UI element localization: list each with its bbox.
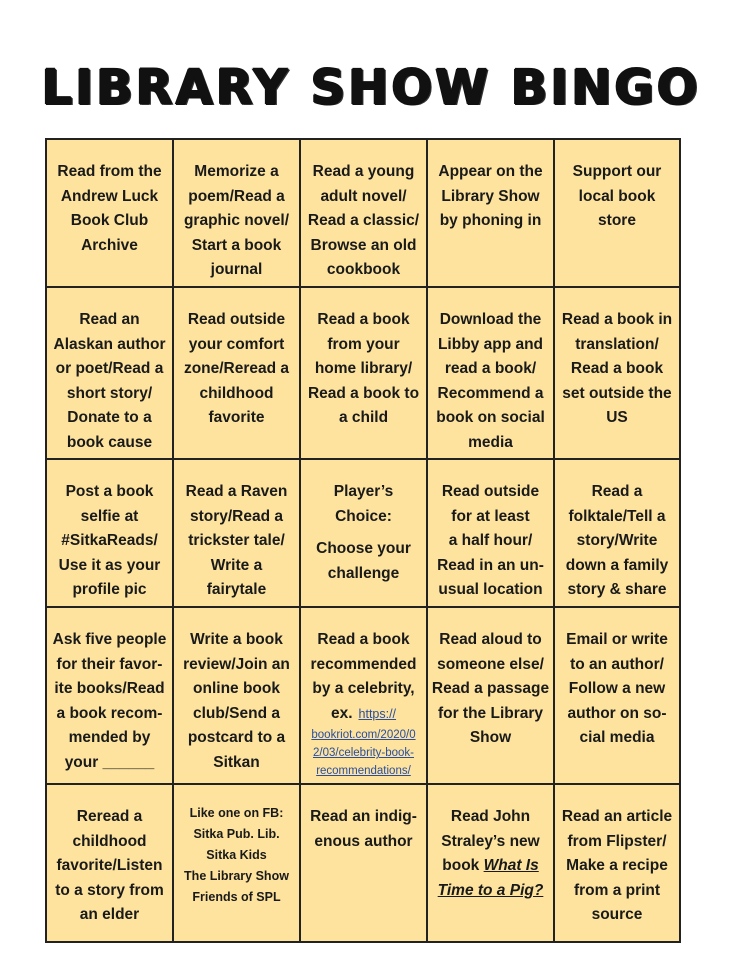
cell-line: mended by — [68, 729, 151, 747]
cell-line: source — [591, 906, 643, 924]
cell-line: Choose your — [316, 540, 411, 558]
bingo-cell-r3-c3-free — [301, 460, 428, 608]
cell-line: ex. — [330, 704, 353, 722]
cell-line: Read a book to — [307, 384, 420, 402]
cell-line: Follow a new — [568, 680, 666, 698]
bingo-cell-r2-c2 — [174, 288, 301, 460]
cell-line: Read aloud to — [439, 631, 542, 648]
cell-line: a child — [338, 409, 389, 427]
bingo-cell-r1-c4 — [428, 140, 555, 288]
bingo-cell-r3-c4 — [428, 460, 555, 608]
cell-line: Post a book — [65, 483, 154, 500]
cell-line: translation/ — [575, 335, 659, 353]
cell-line: Start a book — [191, 236, 282, 254]
cell-line: down a family — [565, 556, 669, 574]
cell-line: Write a book — [190, 631, 283, 648]
book-title-line — [442, 854, 538, 879]
cell-line: a half hour/ — [448, 532, 533, 550]
bingo-cell-r1-c3 — [301, 140, 428, 288]
cell-line: book cause — [66, 433, 153, 451]
cell-line: review/Join an — [183, 655, 290, 673]
cell-line: fairytale — [206, 581, 267, 599]
cell-line: book on social — [436, 409, 545, 427]
bingo-cell-r3-c5 — [555, 460, 679, 608]
cell-line: Read a book — [317, 631, 410, 648]
cell-line: Write a — [210, 556, 263, 574]
cell-line: to a story from — [55, 881, 164, 899]
cell-line: or poet/Read a — [55, 360, 164, 378]
cell-line: Alaskan author — [53, 335, 166, 353]
cell-line: childhood — [72, 832, 147, 850]
bingo-cell-r5-c3 — [301, 785, 428, 941]
cell-line: Straley’s new — [441, 832, 540, 850]
cell-line: story & share — [567, 581, 667, 599]
cell-line: Browse an old — [310, 236, 417, 254]
bingo-cell-r3-c2 — [174, 460, 301, 608]
cell-line: journal — [210, 261, 263, 279]
cell-line: read a book/ — [444, 360, 537, 378]
bingo-cell-r5-c2 — [174, 785, 301, 941]
cell-line: Use it as your — [58, 556, 161, 574]
cell-line: Make a recipe — [566, 857, 668, 875]
cell-line: poem/Read a — [188, 187, 285, 205]
bingo-cell-r4-c5 — [555, 608, 679, 785]
cell-line: Read an article — [561, 808, 673, 825]
cell-line: cookbook — [326, 261, 401, 279]
bingo-cell-r2-c1 — [47, 288, 174, 460]
cell-line: by phoning in — [439, 212, 542, 230]
bingo-cell-r5-c4 — [428, 785, 555, 941]
cell-line: Recommend a — [437, 384, 544, 402]
cell-line: Libby app and — [437, 335, 544, 353]
bingo-grid — [45, 138, 681, 943]
cell-line: Read an indig- — [310, 808, 417, 825]
cell-line: for at least — [451, 507, 530, 525]
cell-line: Read an — [79, 311, 140, 328]
cell-line: Read a book — [570, 360, 664, 378]
cell-line: local book — [578, 187, 656, 205]
cell-line: zone/Reread a — [183, 360, 290, 378]
bingo-cell-r4-c4 — [428, 608, 555, 785]
cell-line: Sitka Kids — [206, 848, 267, 862]
celebrity-link[interactable]: bookriot.com/2020/0 — [311, 729, 416, 742]
cell-line: someone else/ — [437, 655, 544, 673]
cell-line: recommended — [310, 655, 417, 673]
cell-line: online book — [193, 680, 280, 698]
bingo-cell-r1-c5 — [555, 140, 679, 288]
cell-line: graphic novel/ — [183, 212, 290, 230]
cell-line: short story/ — [66, 384, 153, 402]
cell-line: The Library Show — [184, 869, 289, 883]
cell-line: Archive — [81, 236, 138, 254]
cell-line: Read a Raven — [185, 483, 288, 500]
cell-line: trickster tale/ — [188, 532, 285, 550]
cell-line: #SitkaReads/ — [61, 532, 158, 550]
cell-line: Like one on FB: — [189, 806, 284, 820]
cell-line: an elder — [79, 906, 140, 924]
bingo-cell-r2-c5 — [555, 288, 679, 460]
cell-line: set outside the — [562, 384, 672, 402]
book-title: What Is — [483, 857, 539, 875]
cell-line: Email or write — [566, 631, 668, 648]
cell-line: from a print — [573, 881, 661, 899]
cell-line: Read a passage — [431, 680, 550, 698]
book-title: Time to a Pig? — [437, 881, 544, 899]
bingo-cell-r5-c1 — [47, 785, 174, 941]
cell-line: Read a classic/ — [307, 212, 420, 230]
celebrity-link-line — [331, 702, 396, 727]
cell-line: Read a book — [317, 311, 410, 328]
cell-line: Player’s — [333, 483, 394, 500]
cell-line: to an author/ — [570, 655, 664, 673]
cell-line: Read a young — [312, 163, 415, 180]
cell-line: adult novel/ — [320, 187, 407, 205]
cell-line: challenge — [327, 564, 400, 582]
cell-line: from your — [327, 335, 400, 353]
cell-line: Support our — [572, 163, 662, 180]
cell-line: profile pic — [72, 581, 147, 599]
cell-line: from Flipster/ — [567, 832, 667, 850]
cell-line: US — [606, 409, 628, 427]
cell-line: folktale/Tell a — [568, 507, 666, 525]
bingo-cell-r4-c1 — [47, 608, 174, 785]
cell-line: Book Club — [70, 212, 149, 230]
cell-line: Show — [469, 729, 512, 747]
cell-line: childhood — [199, 384, 274, 402]
bingo-cell-r5-c5 — [555, 785, 679, 941]
cell-line: Donate to a — [67, 409, 152, 427]
cell-line: Library Show — [441, 187, 540, 205]
cell-line: Ask five people — [52, 631, 167, 648]
celebrity-link[interactable]: recommendations/ — [316, 765, 411, 778]
cell-line: Read from the — [57, 163, 162, 180]
cell-line: favorite/Listen — [56, 857, 163, 875]
cell-line: for their favor- — [56, 655, 163, 673]
cell-line: story/Read a — [189, 507, 284, 525]
cell-line: selfie at — [80, 507, 139, 525]
cell-line: Reread a — [76, 808, 143, 825]
cell-line: Read a — [591, 483, 643, 500]
cell-line: your ______ — [64, 753, 155, 771]
celebrity-link[interactable]: https:// — [358, 706, 397, 721]
cell-line: ite books/Read — [54, 680, 165, 698]
cell-line: Sitka Pub. Lib. — [193, 827, 280, 841]
bingo-cell-r1-c2 — [174, 140, 301, 288]
bingo-cell-r2-c3 — [301, 288, 428, 460]
cell-line: Appear on the — [438, 163, 543, 180]
cell-line: Sitkan — [213, 753, 260, 771]
cell-line: Read outside — [441, 483, 540, 500]
bingo-cell-r3-c1 — [47, 460, 174, 608]
cell-line: usual location — [438, 581, 543, 599]
cell-line: favorite — [208, 409, 265, 427]
cell-line: store — [598, 212, 636, 230]
cell-line: Read in an un- — [437, 556, 544, 574]
bingo-cell-r4-c2 — [174, 608, 301, 785]
cell-line: Friends of SPL — [192, 890, 281, 904]
cell-line: your comfort — [188, 335, 285, 353]
cell-line: Andrew Luck — [60, 187, 159, 205]
cell-line: Memorize a — [194, 163, 279, 180]
celebrity-link[interactable]: 2/03/celebrity-book- — [313, 747, 414, 760]
cell-line: media — [468, 433, 513, 451]
cell-line: story/Write — [576, 532, 658, 550]
cell-line: Read outside — [187, 311, 286, 328]
cell-line: author on so- — [567, 704, 667, 722]
cell-line: Read a book in — [561, 311, 673, 328]
cell-line: for the Library — [437, 704, 544, 722]
cell-line: Read John — [450, 808, 531, 825]
cell-line: by a celebrity, — [312, 680, 415, 698]
cell-line: postcard to a — [187, 729, 286, 747]
cell-line: Choice: — [335, 507, 392, 525]
cell-line: Download the — [439, 311, 542, 328]
bingo-cell-r4-c3 — [301, 608, 428, 785]
bingo-cell-r2-c4 — [428, 288, 555, 460]
page-title: LIBRARY SHOW BINGO — [41, 60, 701, 116]
cell-line: home library/ — [314, 360, 413, 378]
cell-line: a book recom- — [56, 704, 163, 722]
cell-line: enous author — [314, 832, 413, 850]
cell-line: cial media — [579, 729, 655, 747]
cell-line: club/Send a — [193, 704, 280, 722]
bingo-cell-r1-c1 — [47, 140, 174, 288]
cell-line: book — [442, 857, 480, 875]
